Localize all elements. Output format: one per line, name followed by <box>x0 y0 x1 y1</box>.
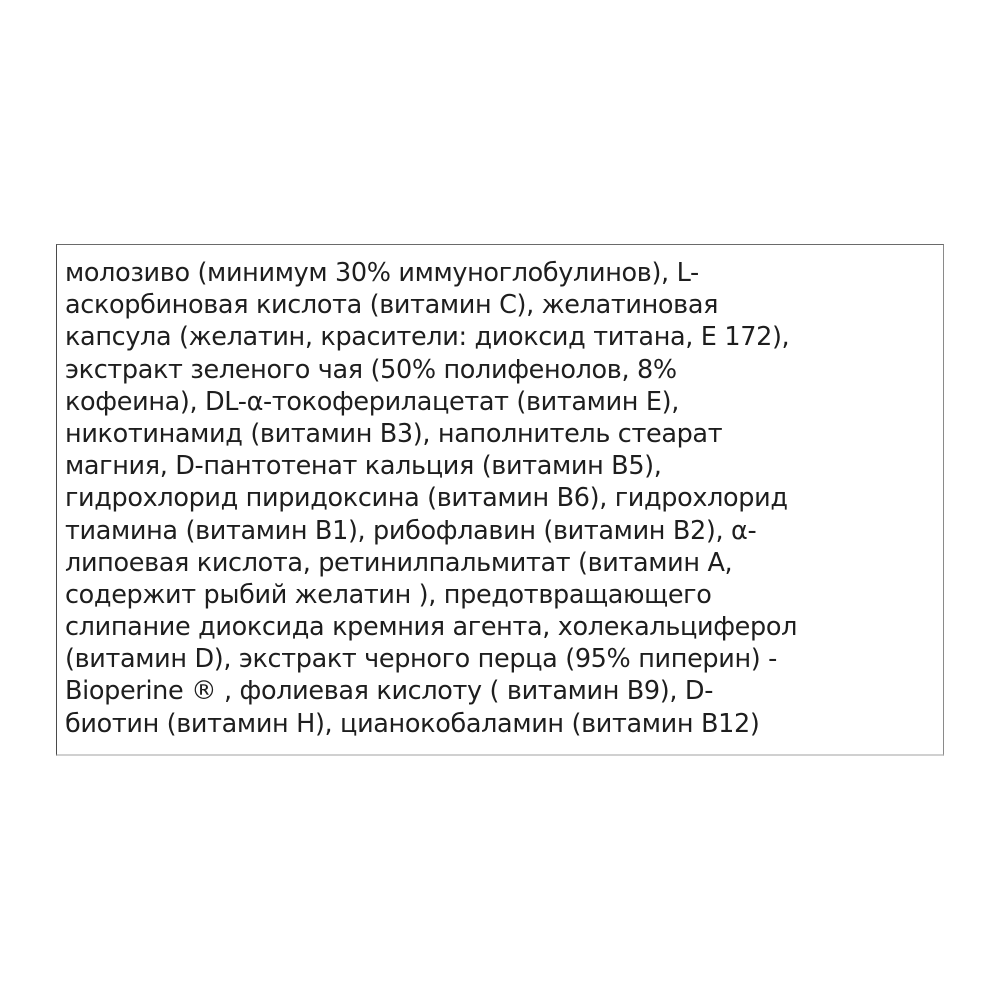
ingredients-line: капсула (желатин, красители: диоксид титана, E 172), <box>65 322 790 353</box>
ingredients-line: (витамин D), экстракт черного перца (95% пиперин) - <box>65 644 777 675</box>
ingredients-line: аскорбиновая кислота (витамин С), желатиновая <box>65 290 719 321</box>
ingredients-line: слипание диоксида кремния агента, холекальциферол <box>65 612 798 643</box>
ingredients-line: Bioperine ® , фолиевая кислоту ( витамин В9), D- <box>65 676 714 707</box>
ingredients-line: молозиво (минимум 30% иммуноглобулинов), L- <box>65 258 699 288</box>
ingredients-line: биотин (витамин Н), цианокобаламин (витамин В12) <box>65 708 760 739</box>
ingredients-line: экстракт зеленого чая (50% полифенолов, 8% <box>65 354 677 385</box>
ingredients-line: магния, D-пантотенат кальция (витамин В5), <box>65 451 662 482</box>
ingredients-line: гидрохлорид пиридоксина (витамин В6), гидрохлорид <box>65 483 788 514</box>
ingredients-line: никотинамид (витамин В3), наполнитель стеарат <box>65 418 723 449</box>
ingredients-line: кофеина), DL-α-токоферилацетат (витамин Е), <box>65 386 679 417</box>
ingredients-line: тиамина (витамин В1), рибофлавин (витамин В2), α- <box>65 515 757 546</box>
ingredients-line: липоевая кислота, ретинилпальмитат (витамин А, <box>65 547 733 578</box>
ingredients-line: содержит рыбий желатин ), предотвращающего <box>65 579 712 610</box>
ingredients-panel <box>56 244 944 756</box>
ingredients-text <box>65 257 941 740</box>
